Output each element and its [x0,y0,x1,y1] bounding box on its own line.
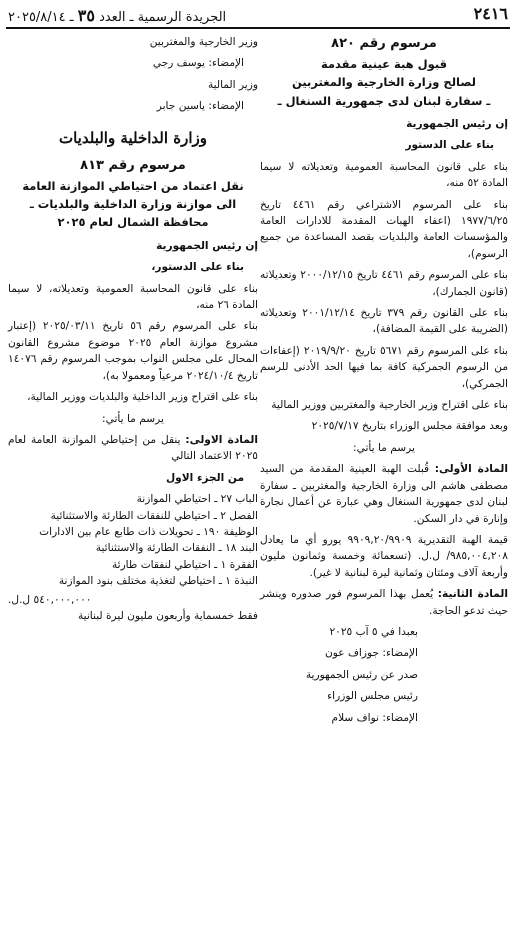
page-header [8,4,508,24]
gift-value: قيمة الهبة التقديرية ٩٩٠٩,٢٠/٩٩٠٩ يورو أي ما يعادل ٩٨٥,٠٠٤,٢٠٨/ ل.ل. (تسعمائة وخمسة وثمانون مليون وأربعة آلاف ومئتان وثمانية ليرة لبنانية لا غير). [260,533,508,579]
article-1 [8,432,258,465]
recital: بناء على المرسوم رقم ٤٤٦١ تاريخ ٢٠٠٠/١٢/١٥ وتعديلاته (قانون الجمارك)، [260,269,508,298]
decree-820-title-3: ـ سفارة لبنان لدى جمهورية السنغال ـ [277,93,491,108]
budget-lines [8,491,258,589]
decree-813-title-3: محافظة الشمال لعام ٢٠٢٥ [57,215,209,230]
president-signature: الإمضاء: جوزاف عون [325,647,418,660]
budget-line: البند ١٨ ـ النفقات الطارئة والاستثنائية [95,542,258,555]
page-number: ٢٤١٦ [473,4,508,23]
decree-813-title-1: نقل اعتماد من احتياطي الموازنة العامة [22,178,244,193]
budget-line: النبذة ١ ـ احتياطي لتغذية مختلف بنود الموازنة [58,575,258,588]
decree-813-number: مرسوم رقم ٨١٣ [80,157,186,173]
recital: بناء على القانون رقم ٣٧٩ تاريخ ٢٠٠١/١٢/١٤ وتعديلاته (الضريبة على القيمة المضافة)، [260,307,508,336]
constitution-heading: بناء على الدستور [405,139,494,152]
recital: بناء على اقتراح وزير الداخلية والبلديات ووزير المالية، [27,391,258,404]
part-heading: من الجزء الاول [165,471,244,484]
recital: بناء على اقتراح وزير الخارجية والمغتربين ووزير المالية [271,399,508,412]
ministry-heading: وزارة الداخلية والبلديات [58,128,207,147]
article-2 [260,586,508,619]
decree-820-title-2: لصالح وزارة الخارجية والمغتربين [292,75,476,90]
left-column [8,34,258,629]
recital: بناء على قانون المحاسبة العمومية وتعديلاته لا سيما المادة ٥٢ منه، [260,160,508,190]
pm-signature: الإمضاء: نواف سلام [331,711,418,724]
issue-number: ٣٥ [77,6,95,25]
right-column [260,34,508,731]
article-2-label: المادة الثانية: [437,588,508,601]
recital: بناء على المرسوم رقم ٥٦ تاريخ ٢٠٢٥/٠٣/١١ (إعتبار مشروع موازنة العام ٢٠٢٥ موضوع مشروع القانون المحال على مجلس النواب بموجب المرسوم رقم ١٤٠٧٦ تاريخ ٢٠٢٤/١٠/٤ مرعياً ومعمولا به)، [8,320,258,382]
article-1-text: قُبلت الهبة العينية المقدمة من السيد مصطفى هاشم الى وزارة الخارجية والمغتربين ـ سفارة لبنان لدى جمهورية السنغال وهي عبارة عن أعمال نجارة وإنارة في دار السكن. [260,463,508,525]
decree-820-number: مرسوم رقم ٨٢٠ [331,36,437,51]
budget-line: الفقرة ١ ـ احتياطي لنفقات طارئة [111,558,258,571]
issue-date: ـ ٢٠٢٥/٨/١٤ [8,10,74,25]
article-1-label: المادة الأولى: [434,463,508,476]
recital: بناء على المرسوم الاشتراعي رقم ٤٤٦١ تاريخ ١٩٧٧/٦/٢٥ (اعفاء الهبات المقدمة للادارات العامة والمؤسسات العامة والبلديات بقصد المساعدة من جميع الرسوم)، [260,198,508,260]
budget-line: الباب ٢٧ ـ احتياطي الموازنة [136,493,258,506]
budget-line: الفصل ٢ ـ احتياطي للنفقات الطارئة والاستثنائية [50,509,258,522]
recital: بناء على قانون المحاسبة العمومية وتعديلاته، لا سيما المادة ٢٦ منه، [8,282,258,312]
constitution-heading: بناء على الدستور، [151,261,244,274]
article-1-label: المادة الاولى: [185,433,258,446]
pm-title: رئيس مجلس الوزراء [327,690,418,703]
decrees-heading: يرسم ما يأتي: [353,441,415,454]
fm-title: وزير الخارجية والمغتربين [149,36,258,48]
fm-signature: الإمضاء: يوسف رجي [152,57,244,70]
article-2-text: يُعمل بهذا المرسوم فور صدوره وينشر حيث تدعو الحاجة. [260,588,508,617]
recital: وبعد موافقة مجلس الوزراء بتاريخ ٢٠٢٥/٧/١٧ [311,420,508,433]
decree-820-title-1: قبول هبة عينية مقدمة [320,56,448,71]
president-heading: إن رئيس الجمهورية [406,117,508,130]
amount-words: فقط خمسماية وأربعون مليون ليرة لبنانية [77,609,258,622]
decree-813-title-2: الى موازنة وزارة الداخلية والبلديات ـ [29,197,237,212]
president-heading: إن رئيس الجمهورية [156,239,258,252]
recital: بناء على المرسوم رقم ٥٦٧١ تاريخ ٢٠١٩/٩/٢٠ (إعفاءات من الرسوم الجمركية كافة بما فيها الحد الأدنى للرسم الجمركي)، [260,344,508,390]
gazette-issue-line [8,6,226,25]
article-1-text: ينقل من إحتياطي الموازنة العامة لعام ٢٠٢٥ الاعتماد التالي [8,433,258,463]
finance-title: وزير المالية [207,78,258,91]
decrees-heading: يرسم ما يأتي: [102,412,164,425]
article-1 [260,461,508,527]
gazette-name: الجريدة الرسمية ـ العدد [99,10,227,25]
header-divider [6,27,510,29]
amount-row [8,592,258,608]
finance-signature: الإمضاء: ياسين جابر [156,100,244,113]
budget-line: الوظيفة ١٩٠ ـ تحويلات ذات طابع عام بين الادارات [39,525,258,538]
amount-value: ٥٤٠,٠٠٠,٠٠٠ ل.ل. [8,593,92,606]
place-date: بعبدا في ٥ آب ٢٠٢٥ [329,625,418,638]
issued-by: صدر عن رئيس الجمهورية [305,668,418,681]
